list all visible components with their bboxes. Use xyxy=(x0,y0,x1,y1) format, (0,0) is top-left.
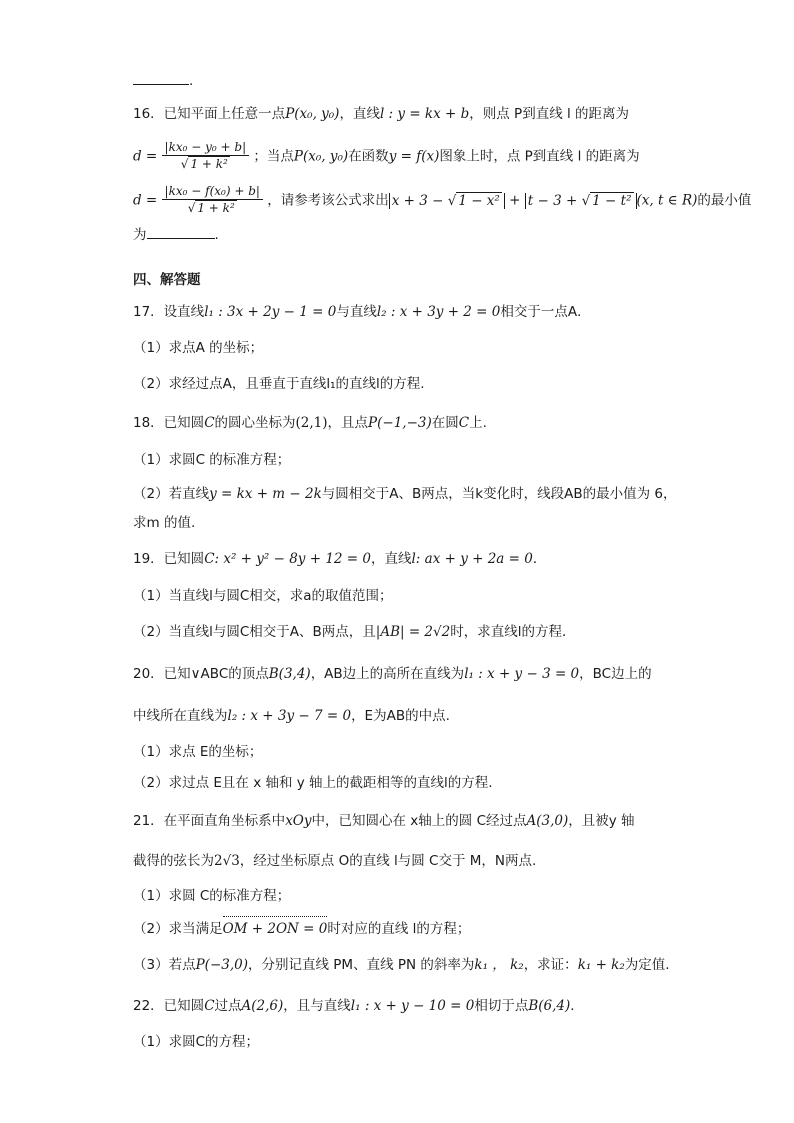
q19-stem: 19．已知圆C: x² + y² − 8y + 12 = 0，直线l: ax + y + 2a = 0． xyxy=(133,551,547,567)
q21-part1: （1）求圆 C的标准方程； xyxy=(133,888,291,904)
answer-blank xyxy=(147,224,215,239)
q22-part1: （1）求圆C的方程； xyxy=(133,1034,260,1050)
distance-formula-2: $\frac{\text{|kx₀ − f(x₀) + b|}}{\text{√ 1 + k²}}$ xyxy=(162,184,263,217)
q20-part2: （2）求过点 E且在 x 轴和 y 轴上的截距相等的直线l的方程. xyxy=(133,775,493,791)
distance-formula-1: $\frac{\text{|kx₀ − y₀ + b|}}{\text{√ 1 + k²}}$ xyxy=(162,140,250,173)
q17-part2: （2）求经过点A，且垂直于直线l₁的直线l的方程. xyxy=(133,376,425,392)
q21-part3: （3）若点P(−3,0)，分别记直线 PM、直线 PN 的斜率为k₁ ， k₂，求证：k₁ + k₂为定值. xyxy=(133,957,670,973)
q18-part2: （2）若直线y = kx + m − 2k与圆相交于A、B两点，当k变化时，线段AB的最小值为 6， xyxy=(133,486,677,502)
q16-line3: d = $\frac{\text{|kx₀ − f(x₀) + b|}}{\text{√ 1 + k²}}$ ，请参考该公式求出 x + 3 − √ 1 − x² + t − 3 + √ 1 − t² (x, t ∈ R)的最小值 xyxy=(133,184,752,215)
q21-stem-cont: 截得的弦长为2√3，经过坐标原点 O的直线 l与圆 C交于 M，N两点. xyxy=(133,853,537,869)
q17-stem: 17．设直线l₁ : 3x + 2y − 1 = 0与直线l₂ : x + 3y + 2 = 0相交于一点A． xyxy=(133,304,591,320)
answer-blank xyxy=(133,70,189,85)
q17-part1: （1）求点A 的坐标； xyxy=(133,340,264,356)
q16-line4: 为 . xyxy=(133,224,219,245)
q19-part1: （1）当直线l与圆C相交，求a的取值范围； xyxy=(133,588,393,604)
q18-part1: （1）求圆C 的标准方程； xyxy=(133,452,291,468)
section-heading: 四、解答题 xyxy=(133,272,201,288)
q20-stem: 20．已知∨ABC的顶点B(3,4)，AB边上的高所在直线为l₁ : x + y − 3 = 0，BC边上的 xyxy=(133,666,652,682)
q21-stem: 21．在平面直角坐标系中xOy中，已知圆心在 x轴上的圆 C经过点A(3,0)，且被y 轴 xyxy=(133,813,635,829)
q21-part2: （2）求当满足OM + 2ON = 0时对应的直线 l的方程； xyxy=(133,921,471,937)
q22-stem: 22．已知圆C过点A(2,6)，且与直线l₁ : x + y − 10 = 0相切于点B(6,4). xyxy=(133,998,575,1014)
q19-part2: （2）当直线l与圆C相交于A、B两点，且|AB| = 2√2时，求直线l的方程． xyxy=(133,624,576,640)
q20-part1: （1）求点 E的坐标； xyxy=(133,744,263,760)
q20-stem-cont: 中线所在直线为l₂ : x + 3y − 7 = 0，E为AB的中点. xyxy=(133,708,450,724)
abs-expression-t: t − 3 + √ 1 − t² xyxy=(525,193,637,209)
vector-equation: OM + 2ON = 0 xyxy=(222,921,328,937)
abs-expression-x: x + 3 − √ 1 − x² xyxy=(389,193,505,209)
q18-part2-cont: 求m 的值. xyxy=(133,515,196,531)
q15-answer-line: . xyxy=(133,70,193,91)
q18-stem: 18．已知圆C的圆心坐标为(2,1)，且点P(−1,−3)在圆C上. xyxy=(133,415,487,431)
q16-line2: d = $\frac{\text{|kx₀ − y₀ + b|}}{\text{√ 1 + k²}}$ ；当点P(x₀, y₀)在函数y = f(x)图象上时，点 P到直线 l 的距离为 xyxy=(133,140,640,171)
q16-line1: 16．已知平面上任意一点P(x₀, y₀)，直线l : y = kx + b，则点 P到直线 l 的距离为 xyxy=(133,106,630,122)
